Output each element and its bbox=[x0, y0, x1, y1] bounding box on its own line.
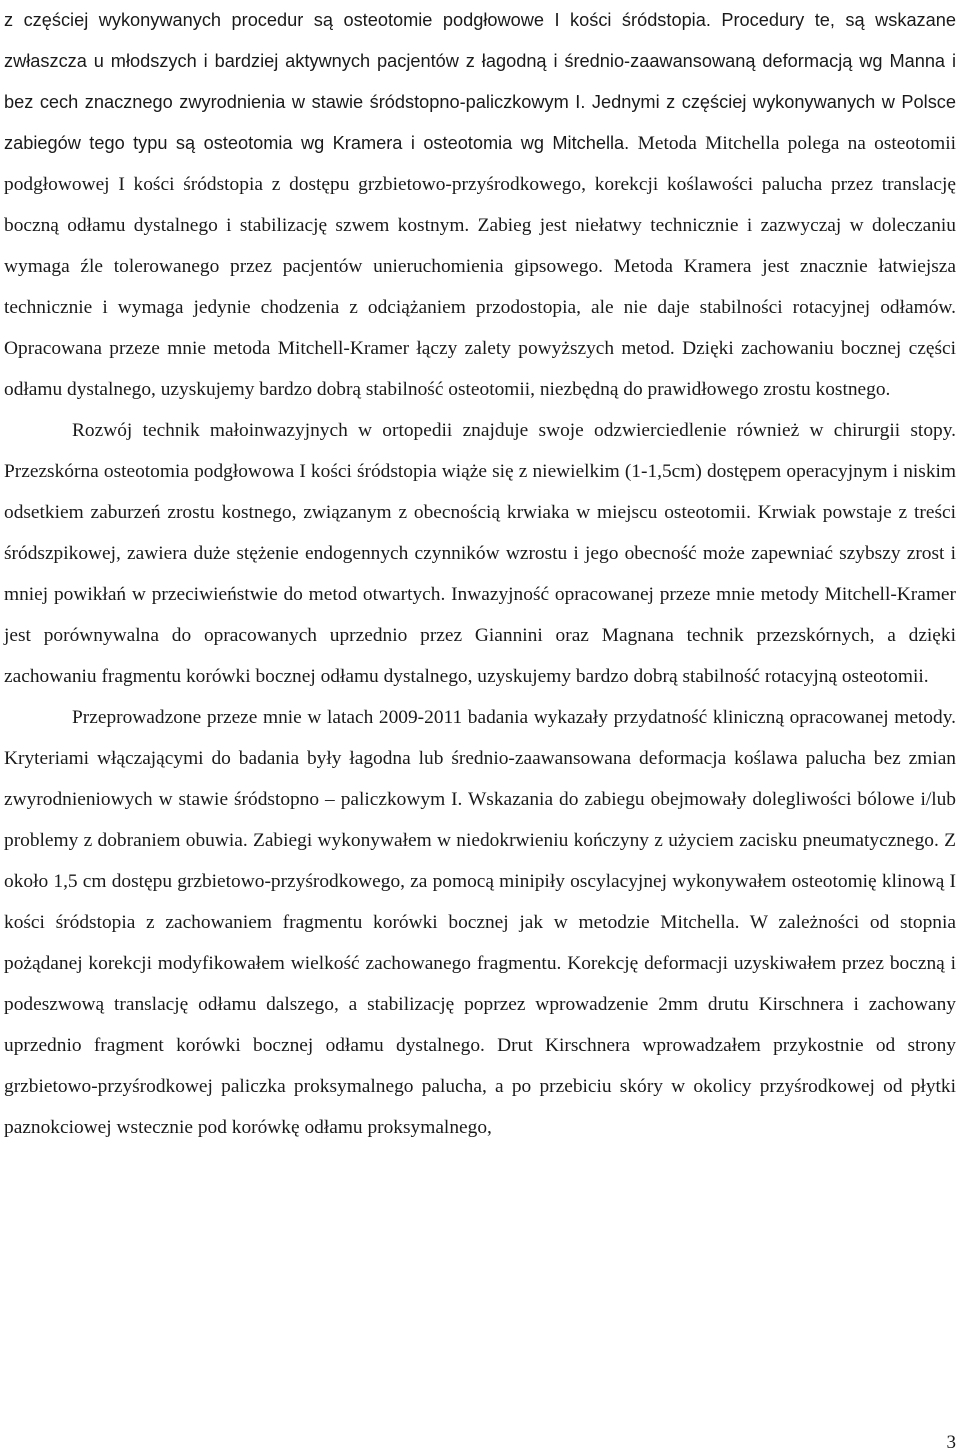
paragraph-2-segment-1: Rozwój technik małoinwazyjnych w ortopedii znajduje swoje odzwierciedlenie również w chirurgii stopy. Przezskórna osteotomia podgłowowa I kości śródstopia wiąże się z niewielkim (1-1,5cm) dostępem operacyjnym i niskim odsetkiem zaburzeń zrostu kostnego, związanym z obecnością krwiaka w miejscu osteotomii. Krwiak powstaje z treści śródszpikowej, zawiera duże stężenie endogennych czynników wzrostu i jego obecność może zapewniać szybszy zrost i mniej powikłań w przeciwieństwie do metod otwartych. Inwazyjność opracowanej przeze mnie metody Mitchell-Kramer jest porównywalna do opracowanych uprzednio przez Giannini oraz Magnana technik przezskórnych, a dzięki zachowaniu fragmentu korówki bocznej odłamu dystalnego, uzyskujemy bardzo dobrą stabilność rotacyjną osteotomii. bbox=[4, 420, 956, 687]
paragraph-2 bbox=[4, 410, 956, 697]
paragraph-1-segment-2: Metoda Mitchella polega na osteotomii podgłowowej I kości śródstopia z dostępu grzbietowo-przyśrodkowego, korekcji koślawości palucha przez translację boczną odłamu dystalnego i stabilizację szwem kostnym. Zabieg jest niełatwy technicznie i zazwyczaj w doleczaniu wymaga źle tolerowanego przez pacjentów unieruchomienia gipsowego. Metoda Kramera jest znacznie łatwiejsza technicznie i wymaga jedynie chodzenia z odciążaniem przodostopia, ale nie daje stabilności rotacyjnej odłamów. Opracowana przeze mnie metoda Mitchell-Kramer łączy zalety powyższych metod. Dzięki zachowaniu bocznej części odłamu dystalnego, uzyskujemy bardzo dobrą stabilność osteotomii, niezbędną do prawidłowego zrostu kostnego. bbox=[4, 133, 956, 400]
paragraph-1 bbox=[4, 0, 956, 410]
paragraph-1-segment-1: z częściej wykonywanych procedur są osteotomie podgłowowe I kości śródstopia. Procedury te, są wskazane zwłaszcza u młodszych i bardziej aktywnych pacjentów z łagodną i średnio-zaawansowaną deformacją wg Manna i bez cech znacznego zwyrodnienia w stawie śródstopno-paliczkowym I. Jednymi z częściej wykonywanych w Polsce zabiegów tego typu są osteotomia wg Kramera i osteotomia wg Mitchella. bbox=[4, 10, 956, 153]
paragraph-3-segment-1: Przeprowadzone przeze mnie w latach 2009-2011 badania wykazały przydatność kliniczną opracowanej metody. Kryteriami włączającymi do badania były łagodna lub średnio-zaawansowana deformacja koślawa palucha bez zmian zwyrodnieniowych w stawie śródstopno – paliczkowym I. Wskazania do zabiegu obejmowały dolegliwości bólowe i/lub problemy z dobraniem obuwia. Zabiegi wykonywałem w niedokrwieniu kończyny z użyciem zacisku pneumatycznego. Z około 1,5 cm dostępu grzbietowo-przyśrodkowego, za pomocą minipiły oscylacyjnej wykonywałem osteotomię klinową I kości śródstopia z zachowaniem fragmentu korówki bocznej jak w metodzie Mitchella. W zależności od stopnia pożądanej korekcji modyfikowałem wielkość zachowanego fragmentu. Korekcję deformacji uzyskiwałem przez boczną i podeszwową translację odłamu dalszego, a stabilizację poprzez wprowadzenie 2mm drutu Kirschnera i zachowany uprzednio fragment korówki bocznej odłamu dystalnego. Drut Kirschnera wprowadzałem przykostnie od strony grzbietowo-przyśrodkowej paliczka proksymalnego palucha, a po przebiciu skóry w okolicy przyśrodkowej od płytki paznokciowej wstecznie pod korówkę odłamu proksymalnego, bbox=[4, 707, 956, 1138]
paragraph-3 bbox=[4, 697, 956, 1148]
page-number: 3 bbox=[946, 1432, 956, 1453]
